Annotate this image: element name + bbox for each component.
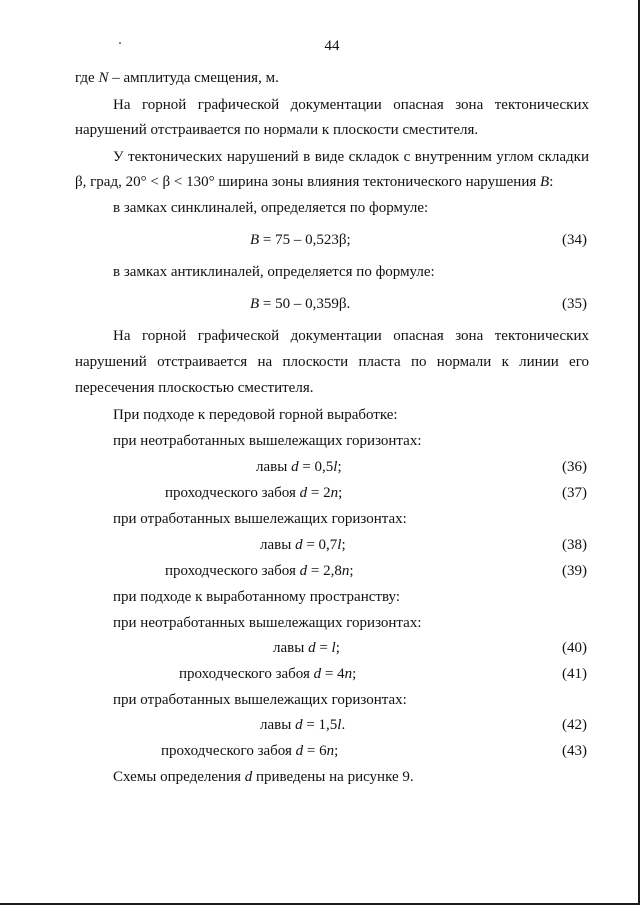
equation-number-41: (41) [562, 666, 587, 682]
equation-number-42: (42) [562, 717, 587, 733]
equation-number-35: (35) [562, 296, 587, 312]
text-line-4: У тектонических нарушений в виде складок с внутренним углом складки [113, 149, 589, 165]
text-line-14: при подходе к выработанному пространству: [113, 589, 400, 605]
page-number: 44 [324, 38, 340, 54]
equation-39: проходческого забоя d = 2,8n; [165, 563, 354, 579]
equation-41: проходческого забоя d = 4n; [179, 666, 357, 682]
equation-38: лавы d = 0,7l; [260, 537, 346, 553]
equation-number-39: (39) [562, 563, 587, 579]
text-line-16: при отработанных вышележащих горизонтах: [113, 692, 407, 708]
text-line-11: При подходе к передовой горной выработке: [113, 407, 398, 423]
equation-number-38: (38) [562, 537, 587, 553]
text-line-15: при неотработанных вышележащих горизонтах: [113, 615, 422, 631]
equation-34: B = 75 – 0,523β; [250, 232, 351, 248]
equation-number-36: (36) [562, 459, 587, 475]
text-line-7: в замках антиклиналей, определяется по формуле: [113, 264, 435, 280]
text-line-13: при отработанных вышележащих горизонтах: [113, 511, 407, 527]
text-line-2: На горной графической документации опасная зона тектонических [113, 97, 589, 113]
equation-40: лавы d = l; [273, 640, 340, 656]
text-line-8: На горной графической документации опасная зона тектонических [113, 328, 589, 344]
text-line-6: в замках синклиналей, определяется по формуле: [113, 200, 429, 216]
equation-35: B = 50 – 0,359β. [250, 296, 351, 312]
equation-36: лавы d = 0,5l; [256, 459, 342, 475]
text-line-17: Схемы определения d приведены на рисунке 9. [113, 769, 414, 785]
text-line-3: нарушений отстраивается по нормали к плоскости сместителя. [75, 122, 479, 138]
equation-number-40: (40) [562, 640, 587, 656]
text-line-9: нарушений отстраивается на плоскости пласта по нормали к линии его [75, 354, 589, 370]
text-line-5: β, град, 20° < β < 130° ширина зоны влияния тектонического нарушения B: [75, 174, 554, 190]
equation-37: проходческого забоя d = 2n; [165, 485, 343, 501]
text-line-12: при неотработанных вышележащих горизонтах: [113, 433, 422, 449]
equation-number-43: (43) [562, 743, 587, 759]
text-line-10: пересечения плоскостью сместителя. [75, 380, 314, 396]
equation-number-34: (34) [562, 232, 587, 248]
text-line-1: где N – амплитуда смещения, м. [75, 70, 279, 86]
equation-number-37: (37) [562, 485, 587, 501]
equation-43: проходческого забоя d = 6n; [161, 743, 339, 759]
equation-42: лавы d = 1,5l. [260, 717, 346, 733]
